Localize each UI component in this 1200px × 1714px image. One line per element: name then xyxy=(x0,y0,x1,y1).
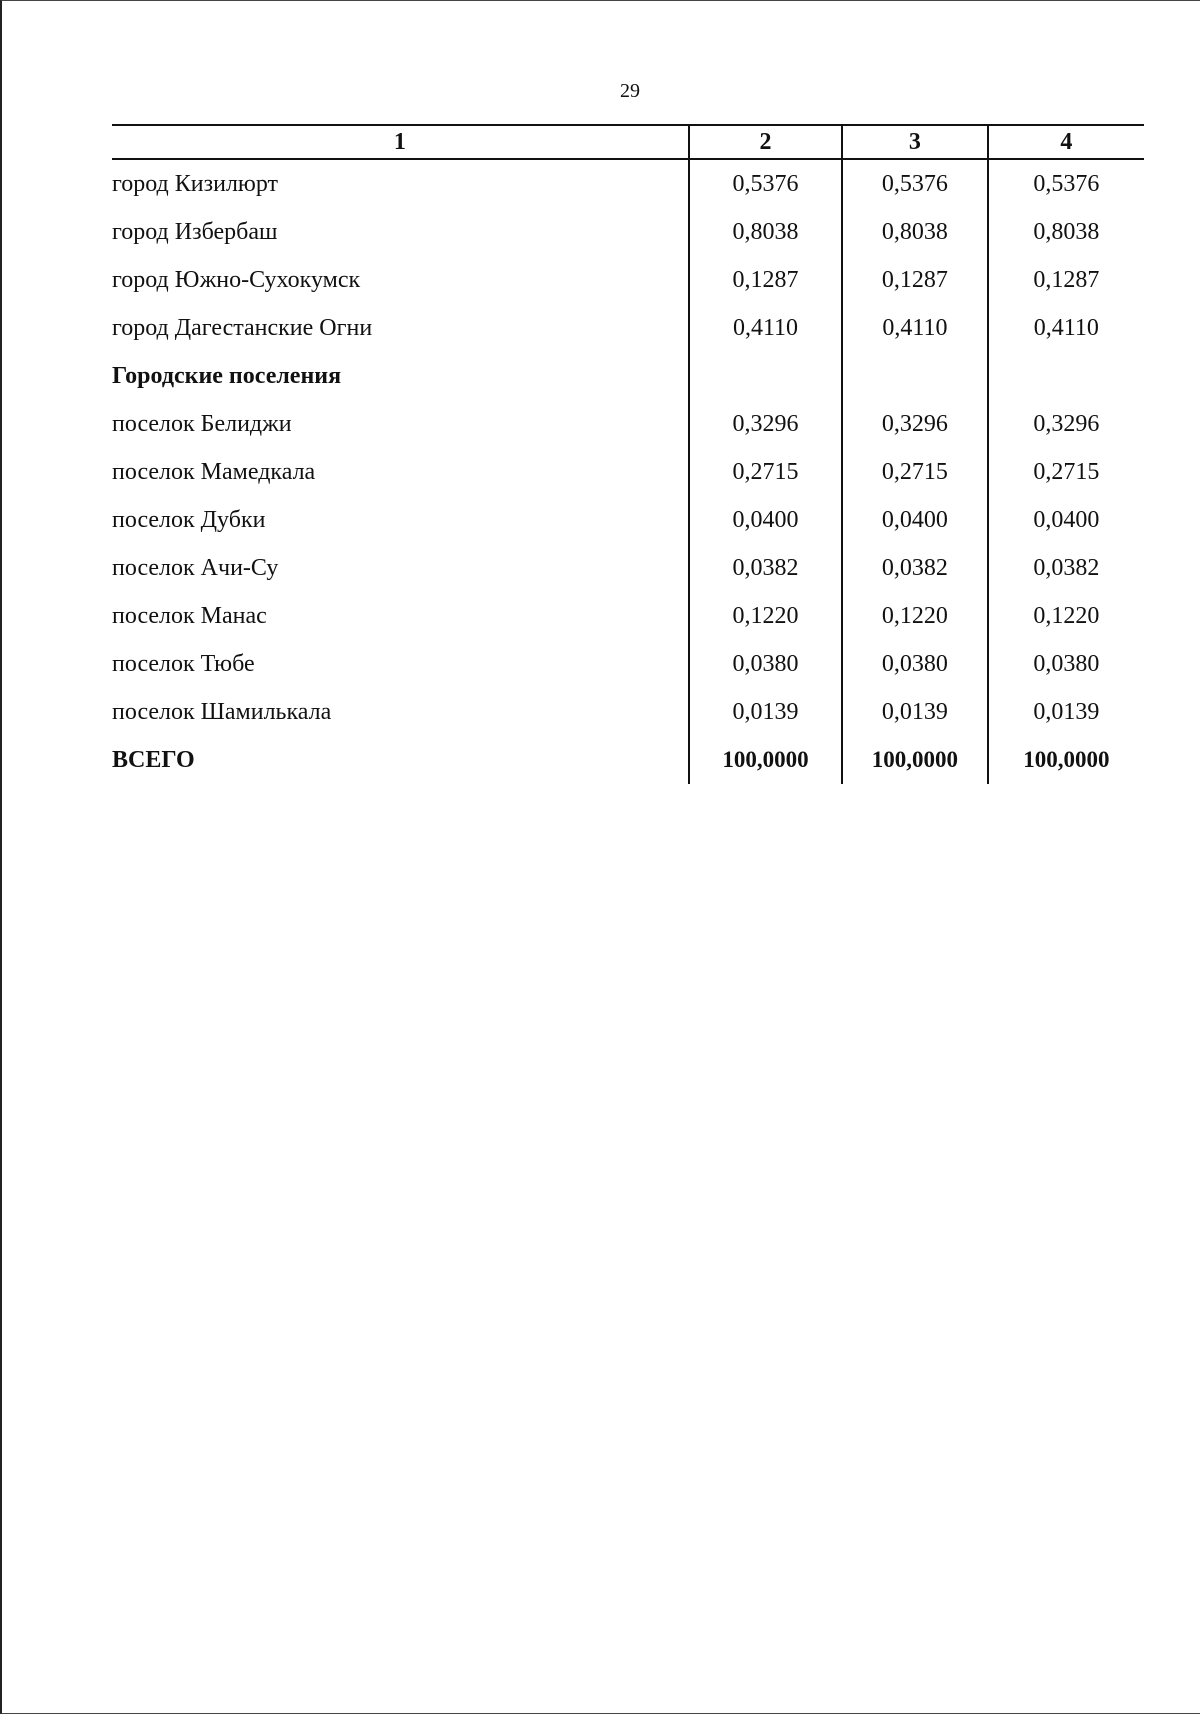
total-value-col-3: 100,0000 xyxy=(842,736,987,784)
row-value-col-3: 0,1287 xyxy=(842,256,987,304)
row-value-col-4: 0,1287 xyxy=(988,256,1144,304)
table-row xyxy=(112,256,1144,304)
row-value-col-4: 0,5376 xyxy=(988,159,1144,208)
row-value-col-2: 0,0139 xyxy=(689,688,842,736)
total-row xyxy=(112,736,1144,784)
row-value-col-3: 0,8038 xyxy=(842,208,987,256)
row-value-col-4: 0,2715 xyxy=(988,448,1144,496)
distribution-table xyxy=(112,124,1144,784)
total-value-col-4: 100,0000 xyxy=(988,736,1144,784)
row-value-col-4: 0,3296 xyxy=(988,400,1144,448)
row-name: поселок Ачи-Су xyxy=(112,554,279,581)
row-value-col-2: 0,8038 xyxy=(689,208,842,256)
row-name: поселок Манас xyxy=(112,602,267,629)
row-value-col-2 xyxy=(689,352,842,400)
row-value-col-2: 0,0382 xyxy=(689,544,842,592)
row-value-col-2: 0,4110 xyxy=(689,304,842,352)
table-body xyxy=(112,159,1144,784)
row-value-col-2: 0,5376 xyxy=(689,159,842,208)
header-row xyxy=(112,125,1144,159)
table-row xyxy=(112,208,1144,256)
row-name: город Кизилюрт xyxy=(112,170,279,197)
row-value-col-4: 0,0139 xyxy=(988,688,1144,736)
row-name: город Дагестанские Огни xyxy=(112,314,373,341)
row-value-col-2: 0,1287 xyxy=(689,256,842,304)
row-name: поселок Дубки xyxy=(112,506,266,533)
row-value-col-3: 0,1220 xyxy=(842,592,987,640)
table-row xyxy=(112,304,1144,352)
row-value-col-2: 0,0400 xyxy=(689,496,842,544)
row-name: поселок Тюбе xyxy=(112,650,255,677)
row-value-col-3: 0,5376 xyxy=(842,159,987,208)
table-row xyxy=(112,640,1144,688)
row-value-col-3 xyxy=(842,352,987,400)
row-value-col-3: 0,4110 xyxy=(842,304,987,352)
page-number: 29 xyxy=(620,80,640,102)
table-row xyxy=(112,544,1144,592)
row-value-col-3: 0,2715 xyxy=(842,448,987,496)
row-value-col-4: 0,4110 xyxy=(988,304,1144,352)
total-label: ВСЕГО xyxy=(112,746,195,773)
table-row xyxy=(112,448,1144,496)
row-value-col-3: 0,3296 xyxy=(842,400,987,448)
table-row xyxy=(112,159,1144,208)
total-value-col-2: 100,0000 xyxy=(689,736,842,784)
row-value-col-2: 0,1220 xyxy=(689,592,842,640)
table-row xyxy=(112,688,1144,736)
section-heading-row xyxy=(112,352,1144,400)
row-value-col-4 xyxy=(988,352,1144,400)
header-col-4: 4 xyxy=(988,125,1144,159)
header-col-3: 3 xyxy=(842,125,987,159)
row-value-col-4: 0,0382 xyxy=(988,544,1144,592)
row-value-col-2: 0,2715 xyxy=(689,448,842,496)
row-value-col-2: 0,3296 xyxy=(689,400,842,448)
row-value-col-4: 0,1220 xyxy=(988,592,1144,640)
row-name: поселок Белиджи xyxy=(112,410,292,437)
row-name: город Южно-Сухокумск xyxy=(112,266,361,293)
table-row xyxy=(112,400,1144,448)
row-value-col-4: 0,0380 xyxy=(988,640,1144,688)
table-header xyxy=(112,125,1144,159)
header-col-1: 1 xyxy=(112,125,689,159)
row-value-col-4: 0,8038 xyxy=(988,208,1144,256)
row-value-col-4: 0,0400 xyxy=(988,496,1144,544)
row-name: поселок Мамедкала xyxy=(112,458,316,485)
table-row xyxy=(112,592,1144,640)
section-heading: Городские поселения xyxy=(112,362,342,389)
row-value-col-3: 0,0380 xyxy=(842,640,987,688)
row-value-col-3: 0,0139 xyxy=(842,688,987,736)
row-name: город Избербаш xyxy=(112,218,278,245)
header-col-2: 2 xyxy=(689,125,842,159)
row-value-col-3: 0,0382 xyxy=(842,544,987,592)
row-name: поселок Шамилькала xyxy=(112,698,332,725)
row-value-col-2: 0,0380 xyxy=(689,640,842,688)
table-row xyxy=(112,496,1144,544)
row-value-col-3: 0,0400 xyxy=(842,496,987,544)
